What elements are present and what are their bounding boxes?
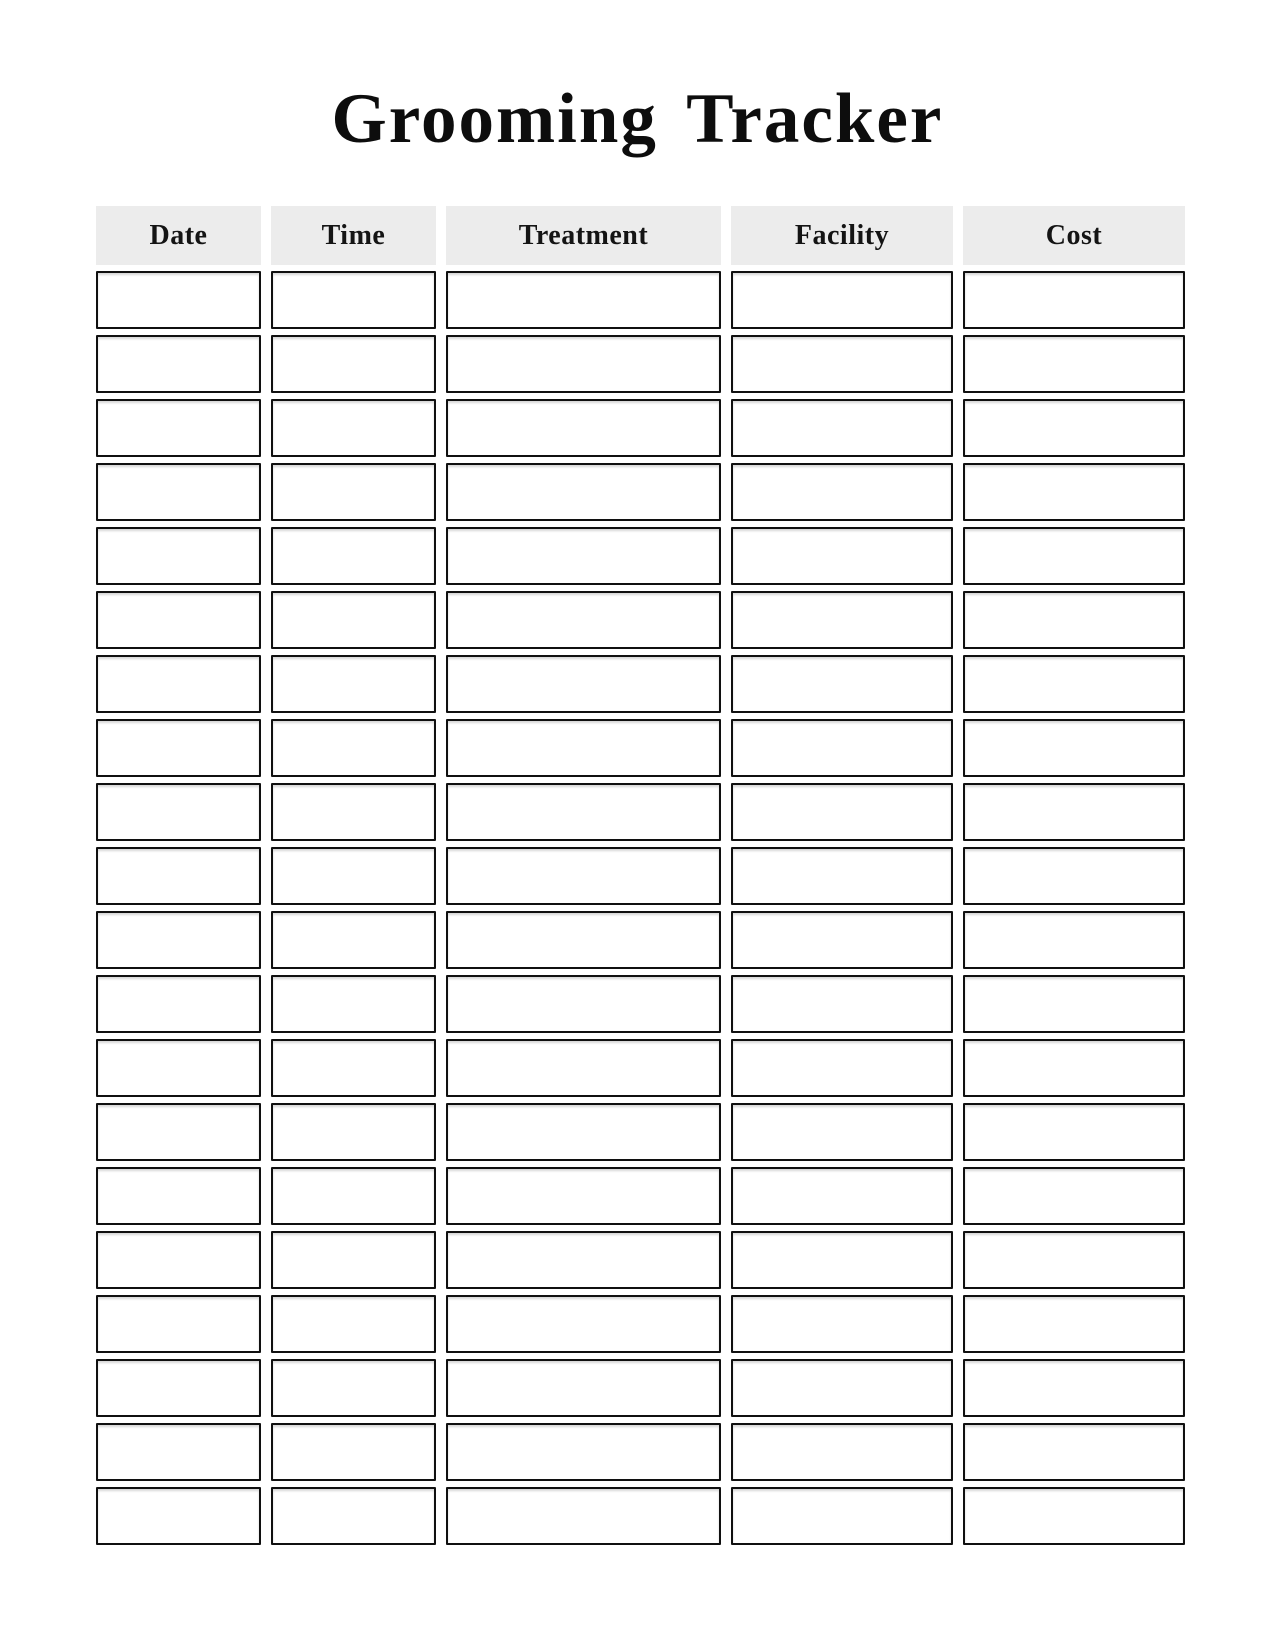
row-9-cost-field[interactable] bbox=[963, 783, 1185, 841]
row-18-facility-field[interactable] bbox=[731, 1359, 953, 1417]
row-18-cost-field[interactable] bbox=[963, 1359, 1185, 1417]
row-15-facility-field[interactable] bbox=[731, 1167, 953, 1225]
row-7-time-field[interactable] bbox=[271, 655, 436, 713]
row-10-treatment-field[interactable] bbox=[446, 847, 721, 905]
row-4-time-field[interactable] bbox=[271, 463, 436, 521]
row-17-treatment-field[interactable] bbox=[446, 1295, 721, 1353]
row-19-time-field[interactable] bbox=[271, 1423, 436, 1481]
column-header-time: Time bbox=[271, 206, 436, 265]
row-15-treatment-field[interactable] bbox=[446, 1167, 721, 1225]
row-1-time-field[interactable] bbox=[271, 271, 436, 329]
row-9-treatment-field[interactable] bbox=[446, 783, 721, 841]
row-3-date-field[interactable] bbox=[96, 399, 261, 457]
row-18-date-field[interactable] bbox=[96, 1359, 261, 1417]
row-4-treatment-field[interactable] bbox=[446, 463, 721, 521]
row-5-facility-field[interactable] bbox=[731, 527, 953, 585]
row-3-facility-field[interactable] bbox=[731, 399, 953, 457]
row-20-treatment-field[interactable] bbox=[446, 1487, 721, 1545]
row-3-cost-field[interactable] bbox=[963, 399, 1185, 457]
row-8-cost-field[interactable] bbox=[963, 719, 1185, 777]
row-19-date-field[interactable] bbox=[96, 1423, 261, 1481]
row-18-time-field[interactable] bbox=[271, 1359, 436, 1417]
row-8-treatment-field[interactable] bbox=[446, 719, 721, 777]
row-2-treatment-field[interactable] bbox=[446, 335, 721, 393]
row-5-treatment-field[interactable] bbox=[446, 527, 721, 585]
row-16-time-field[interactable] bbox=[271, 1231, 436, 1289]
row-6-facility-field[interactable] bbox=[731, 591, 953, 649]
row-20-date-field[interactable] bbox=[96, 1487, 261, 1545]
row-9-time-field[interactable] bbox=[271, 783, 436, 841]
row-5-time-field[interactable] bbox=[271, 527, 436, 585]
row-8-time-field[interactable] bbox=[271, 719, 436, 777]
row-12-date-field[interactable] bbox=[96, 975, 261, 1033]
row-5-cost-field[interactable] bbox=[963, 527, 1185, 585]
row-20-time-field[interactable] bbox=[271, 1487, 436, 1545]
row-4-date-field[interactable] bbox=[96, 463, 261, 521]
row-13-time-field[interactable] bbox=[271, 1039, 436, 1097]
row-1-date-field[interactable] bbox=[96, 271, 261, 329]
row-17-time-field[interactable] bbox=[271, 1295, 436, 1353]
row-12-facility-field[interactable] bbox=[731, 975, 953, 1033]
row-15-cost-field[interactable] bbox=[963, 1167, 1185, 1225]
row-14-date-field[interactable] bbox=[96, 1103, 261, 1161]
row-15-date-field[interactable] bbox=[96, 1167, 261, 1225]
page-title: Grooming Tracker bbox=[331, 80, 944, 158]
row-5-date-field[interactable] bbox=[96, 527, 261, 585]
row-18-treatment-field[interactable] bbox=[446, 1359, 721, 1417]
row-14-cost-field[interactable] bbox=[963, 1103, 1185, 1161]
row-6-date-field[interactable] bbox=[96, 591, 261, 649]
row-17-date-field[interactable] bbox=[96, 1295, 261, 1353]
row-7-treatment-field[interactable] bbox=[446, 655, 721, 713]
column-header-date: Date bbox=[96, 206, 261, 265]
row-20-cost-field[interactable] bbox=[963, 1487, 1185, 1545]
row-17-facility-field[interactable] bbox=[731, 1295, 953, 1353]
row-1-cost-field[interactable] bbox=[963, 271, 1185, 329]
row-4-cost-field[interactable] bbox=[963, 463, 1185, 521]
row-14-treatment-field[interactable] bbox=[446, 1103, 721, 1161]
row-12-treatment-field[interactable] bbox=[446, 975, 721, 1033]
row-6-time-field[interactable] bbox=[271, 591, 436, 649]
row-19-treatment-field[interactable] bbox=[446, 1423, 721, 1481]
row-16-treatment-field[interactable] bbox=[446, 1231, 721, 1289]
row-10-cost-field[interactable] bbox=[963, 847, 1185, 905]
row-16-facility-field[interactable] bbox=[731, 1231, 953, 1289]
column-header-facility: Facility bbox=[731, 206, 953, 265]
row-8-facility-field[interactable] bbox=[731, 719, 953, 777]
row-1-facility-field[interactable] bbox=[731, 271, 953, 329]
row-15-time-field[interactable] bbox=[271, 1167, 436, 1225]
row-17-cost-field[interactable] bbox=[963, 1295, 1185, 1353]
row-4-facility-field[interactable] bbox=[731, 463, 953, 521]
column-header-cost: Cost bbox=[963, 206, 1185, 265]
row-19-facility-field[interactable] bbox=[731, 1423, 953, 1481]
row-12-time-field[interactable] bbox=[271, 975, 436, 1033]
row-6-treatment-field[interactable] bbox=[446, 591, 721, 649]
row-16-cost-field[interactable] bbox=[963, 1231, 1185, 1289]
row-14-facility-field[interactable] bbox=[731, 1103, 953, 1161]
row-10-date-field[interactable] bbox=[96, 847, 261, 905]
row-13-cost-field[interactable] bbox=[963, 1039, 1185, 1097]
row-2-cost-field[interactable] bbox=[963, 335, 1185, 393]
row-3-time-field[interactable] bbox=[271, 399, 436, 457]
row-10-time-field[interactable] bbox=[271, 847, 436, 905]
row-7-cost-field[interactable] bbox=[963, 655, 1185, 713]
row-3-treatment-field[interactable] bbox=[446, 399, 721, 457]
row-9-facility-field[interactable] bbox=[731, 783, 953, 841]
row-2-time-field[interactable] bbox=[271, 335, 436, 393]
row-16-date-field[interactable] bbox=[96, 1231, 261, 1289]
row-9-date-field[interactable] bbox=[96, 783, 261, 841]
row-11-facility-field[interactable] bbox=[731, 911, 953, 969]
row-11-date-field[interactable] bbox=[96, 911, 261, 969]
row-20-facility-field[interactable] bbox=[731, 1487, 953, 1545]
row-11-cost-field[interactable] bbox=[963, 911, 1185, 969]
row-1-treatment-field[interactable] bbox=[446, 271, 721, 329]
row-19-cost-field[interactable] bbox=[963, 1423, 1185, 1481]
row-14-time-field[interactable] bbox=[271, 1103, 436, 1161]
row-6-cost-field[interactable] bbox=[963, 591, 1185, 649]
row-7-facility-field[interactable] bbox=[731, 655, 953, 713]
row-11-treatment-field[interactable] bbox=[446, 911, 721, 969]
row-2-facility-field[interactable] bbox=[731, 335, 953, 393]
row-12-cost-field[interactable] bbox=[963, 975, 1185, 1033]
row-8-date-field[interactable] bbox=[96, 719, 261, 777]
row-10-facility-field[interactable] bbox=[731, 847, 953, 905]
column-header-treatment: Treatment bbox=[446, 206, 721, 265]
row-13-date-field[interactable] bbox=[96, 1039, 261, 1097]
row-11-time-field[interactable] bbox=[271, 911, 436, 969]
row-2-date-field[interactable] bbox=[96, 335, 261, 393]
row-7-date-field[interactable] bbox=[96, 655, 261, 713]
row-13-facility-field[interactable] bbox=[731, 1039, 953, 1097]
grooming-table bbox=[96, 206, 1185, 1545]
row-13-treatment-field[interactable] bbox=[446, 1039, 721, 1097]
